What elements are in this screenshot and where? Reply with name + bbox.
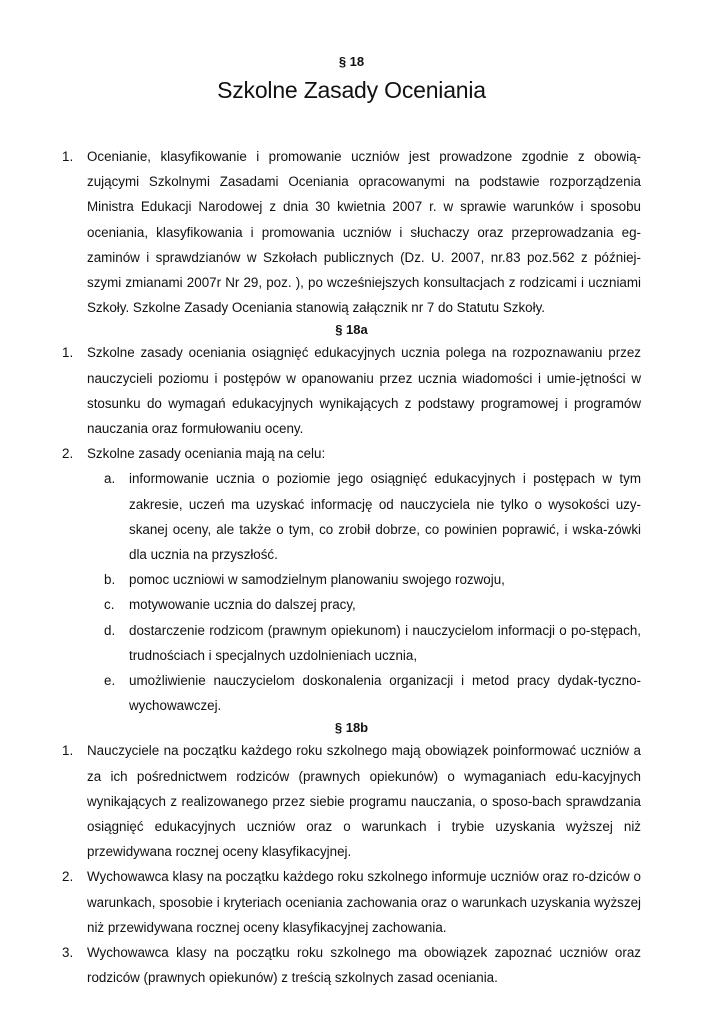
section-18b-list <box>62 738 641 990</box>
section-18-list <box>62 144 641 320</box>
item-letter: e. <box>104 673 116 689</box>
goals-sublist <box>87 466 641 718</box>
list-item <box>62 340 641 441</box>
item-text: Nauczyciele na początku każdego roku szkolnego mają obowiązek poinformować uczniów a za ich pośrednictwem rodziców (prawnych opiekunów) o wymaganiach edu-kacyjnych wynikających z realizowanego przez siebie programu nauczania, o sposo-bach sprawdzania osiągnięć edukacyjnych uczniów oraz o warunkach i trybie uzyskania wyższej niż przewidywana rocznej oceny klasyfikacyjnej. <box>87 743 641 860</box>
item-number: 2. <box>62 446 74 462</box>
item-number: 2. <box>62 869 74 885</box>
sublist-item-text: pomoc uczniowi w samodzielnym planowaniu swojego rozwoju, <box>129 572 505 588</box>
section-18a-heading: § 18a <box>335 322 368 338</box>
list-item <box>62 441 641 718</box>
item-letter: a. <box>104 471 116 487</box>
item-letter: b. <box>104 572 116 588</box>
item-number: 1. <box>62 149 74 164</box>
item-number: 1. <box>62 743 74 759</box>
sublist-item <box>87 466 641 567</box>
sublist-item <box>87 618 641 668</box>
sublist-item <box>87 567 641 592</box>
item-text: Wychowawca klasy na początku roku szkolnego ma obowiązek zapoznać uczniów oraz rodziców (prawnych opiekunów) z treścią szkolnych zasad oceniania. <box>87 945 641 986</box>
sublist-item <box>87 592 641 617</box>
item-text: Wychowawca klasy na początku każdego roku szkolnego informuje uczniów oraz ro-dziców o warunkach, sposobie i kryteriach oceniania zachowania oraz o warunkach uzyskania wyższej niż przewidywana rocznej oceny klasyfikacyjnej zachowania. <box>87 869 641 935</box>
sublist-item-text: informowanie ucznia o poziomie jego osiągnięć edukacyjnych i postępach w tym zakresie, uczeń ma uzyskać informację od nauczyciela nie tylko o wysokości uzy-skanej oceny, ale także o tym, co zrobił dobrze, co powinien poprawić, i wska-zówki dla ucznia na przyszłość. <box>129 471 641 563</box>
item-text: Szkolne zasady oceniania mają na celu: <box>87 446 326 462</box>
section-number: § 18 <box>338 54 365 69</box>
item-number: 3. <box>62 945 74 961</box>
item-text: Szkolne zasady oceniania osiągnięć edukacyjnych ucznia polega na rozpoznawaniu przez nauczycieli poziomu i postępów w opanowaniu przez ucznia wiadomości i umie-jętności w stosunku do wymagań edukacyjnych wynikających z podstawy programowej i programów nauczania oraz formułowaniu oceny. <box>87 345 641 437</box>
item-letter: c. <box>104 597 115 613</box>
section-18b-heading: § 18b <box>334 720 369 736</box>
document-title: Szkolne Zasady Oceniania <box>217 77 486 103</box>
list-item <box>62 738 641 864</box>
item-number: 1. <box>62 345 74 361</box>
sublist-item-text: umożliwienie nauczycielom doskonalenia organizacji i metod pracy dydak-tyczno-wychowawczej. <box>129 673 641 714</box>
sublist-item-text: motywowanie ucznia do dalszej pracy, <box>129 597 356 613</box>
list-item <box>62 940 641 990</box>
sublist-item <box>87 668 641 718</box>
list-item <box>62 144 641 320</box>
item-letter: d. <box>104 622 116 638</box>
sublist-item-text: dostarczenie rodzicom (prawnym opiekunom) i nauczycielom informacji o po-stępach, trudnościach i specjalnych uzdolnieniach ucznia, <box>129 622 641 663</box>
list-item <box>62 864 641 940</box>
section-18a-list <box>62 340 641 718</box>
item-text: Ocenianie, klasyfikowanie i promowanie uczniów jest prowadzone zgodnie z obowią-zującymi Szkolnymi Zasadami Oceniania opracowanymi na podstawie rozporządzenia Ministra Edukacji Narodowej z dnia 30 kwietnia 2007 r. w sprawie warunków i sposobu oceniania, klasyfikowania i promowania uczniów i słuchaczy oraz przeprowadzania eg-zaminów i sprawdzianów w Szkołach publicznych (Dz. U. 2007, nr.83 poz.562 z później-szymi zmianami 2007r Nr 29, poz. ), po wcześniejszych konsultacjach z rodzicami i uczniami Szkoły. Szkolne Zasady Oceniania stanowią załącznik nr 7 do Statutu Szkoły. <box>87 149 641 316</box>
